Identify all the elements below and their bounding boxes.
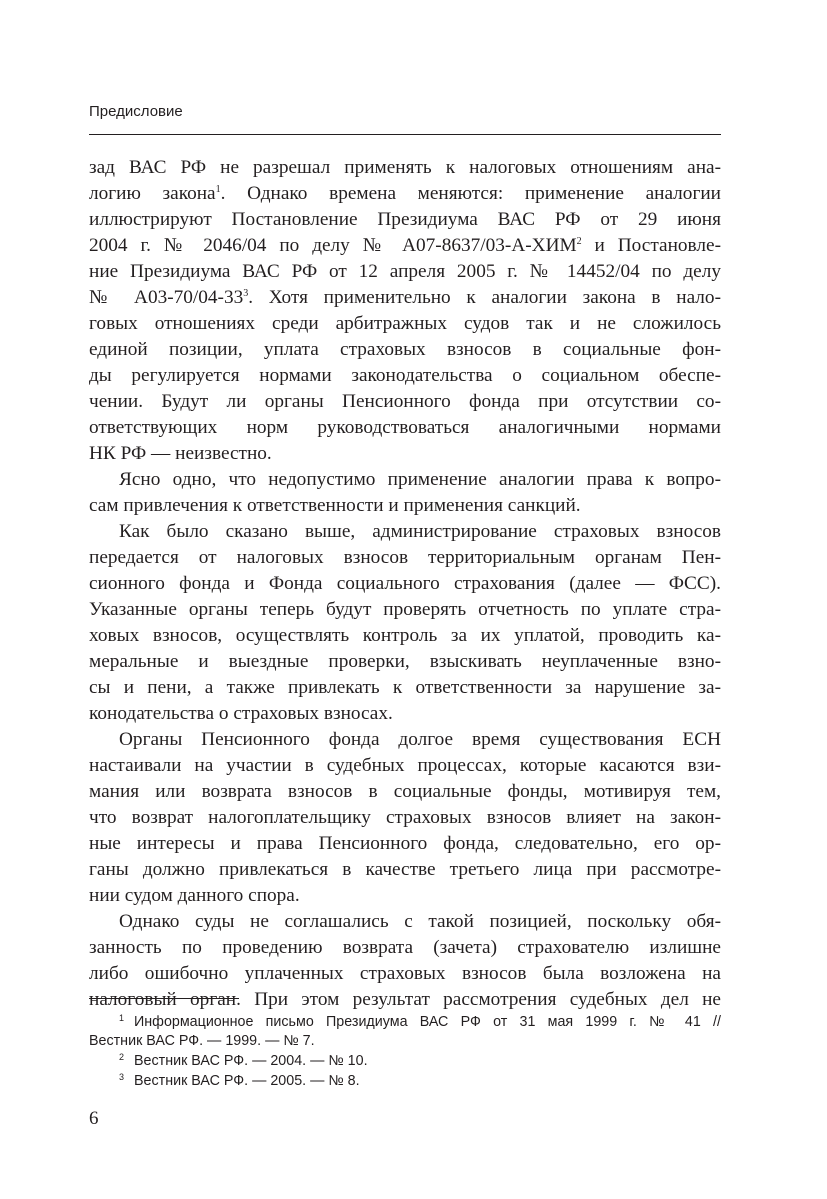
footnote-3 <box>119 1071 721 1091</box>
text-run: и Постановле- <box>581 235 721 256</box>
text-run: № А03-70/04-33 <box>89 287 244 308</box>
body-line: зад ВАС РФ не разрешал применять к налоговых отношениям ана- <box>89 157 721 178</box>
footnote-ref-3: 3 <box>243 288 249 299</box>
body-line: либо ошибочно уплаченных страховых взносов была возложена на <box>89 963 721 984</box>
body-line: Ясно одно, что недопустимо применение аналогии права к вопро- <box>119 469 721 490</box>
body-line: налоговый орган. При этом результат рассмотрения судебных дел не <box>89 989 721 1010</box>
body-line: сы и пени, а также привлекать к ответственности за нарушение за- <box>89 677 721 698</box>
body-line: ние Президиума ВАС РФ от 12 апреля 2005 г. № 14452/04 по делу <box>89 261 721 282</box>
body-line: настаивали на участии в судебных процессах, которые касаются взи- <box>89 755 721 776</box>
footnote-mark: 1 <box>119 1013 125 1023</box>
running-head: Предисловие <box>89 103 183 120</box>
footnote-text: Вестник ВАС РФ. — 2004. — № 10. <box>134 1053 368 1069</box>
footnote-1 <box>119 1012 721 1032</box>
footnote-text: Вестник ВАС РФ. — 2005. — № 8. <box>134 1073 360 1089</box>
body-line: Указанные органы теперь будут проверять отчетность по уплате стра- <box>89 599 721 620</box>
body-line: единой позиции, уплата страховых взносов в социальные фон- <box>89 339 721 360</box>
body-line: мания или возврата взносов в социальные фонды, мотивируя тем, <box>89 781 721 802</box>
body-line: ганы должно привлекаться в качестве третьего лица при рассмотре- <box>89 859 721 880</box>
body-line: передается от налоговых взносов территориальным органам Пен- <box>89 547 721 568</box>
body-line: иллюстрируют Постановление Президиума ВАС РФ от 29 июня <box>89 209 721 230</box>
body-line: говых отношениях среди арбитражных судов так и не сложилось <box>89 313 721 334</box>
text-run: . Хотя применительно к аналогии закона в нало- <box>248 287 721 308</box>
footnote-mark: 2 <box>119 1052 125 1062</box>
body-line: нии судом данного спора. <box>89 885 300 906</box>
body-line: Как было сказано выше, администрирование страховых взносов <box>119 521 721 542</box>
text-run: . Однако времена меняются: применение аналогии <box>220 183 721 204</box>
footnote-rule <box>89 998 239 999</box>
body-line: чении. Будут ли органы Пенсионного фонда при отсутствии со- <box>89 391 721 412</box>
body-line: ховых взносов, осуществлять контроль за их уплатой, проводить ка- <box>89 625 721 646</box>
footnote-text: Информационное письмо Президиума ВАС РФ от 31 мая 1999 г. № 41 // <box>134 1014 721 1030</box>
body-line: меральные и выездные проверки, взыскивать неуплаченные взно- <box>89 651 721 672</box>
footnote-ref-2: 2 <box>576 236 582 247</box>
body-line <box>89 234 721 258</box>
page-number: 6 <box>89 1108 99 1129</box>
header-rule <box>89 134 721 135</box>
footnote-1-continued <box>89 1031 721 1051</box>
text-run: 2004 г. № 2046/04 по делу № А07-8637/03-А-ХИМ <box>89 235 577 256</box>
body-line: занность по проведению возврата (зачета) страхователю излишне <box>89 937 721 958</box>
body-line: ответствующих норм руководствоваться аналогичными нормами <box>89 417 721 438</box>
body-line: сионного фонда и Фонда социального страхования (далее — ФСС). <box>89 573 721 594</box>
body-line <box>89 182 721 206</box>
text-run: логию закона <box>89 183 216 204</box>
body-line: ды регулируется нормами законодательства о социальном обеспе- <box>89 365 721 386</box>
body-line: конодательства о страховых взносах. <box>89 703 393 724</box>
footnote-2 <box>119 1051 721 1071</box>
body-line: Органы Пенсионного фонда долгое время существования ЕСН <box>119 729 721 750</box>
body-line: сам привлечения к ответственности и применения санкций. <box>89 495 581 516</box>
body-line: ные интересы и права Пенсионного фонда, следовательно, его ор- <box>89 833 721 854</box>
footnote-mark: 3 <box>119 1072 125 1082</box>
body-line <box>89 286 721 310</box>
footnote-ref-1: 1 <box>215 184 221 195</box>
body-line: НК РФ — неизвестно. <box>89 443 272 464</box>
footnote-text: Вестник ВАС РФ. — 1999. — № 7. <box>89 1033 315 1049</box>
body-line: Однако суды не соглашались с такой позицией, поскольку обя- <box>119 911 721 932</box>
body-line: что возврат налогоплательщику страховых взносов влияет на закон- <box>89 807 721 828</box>
